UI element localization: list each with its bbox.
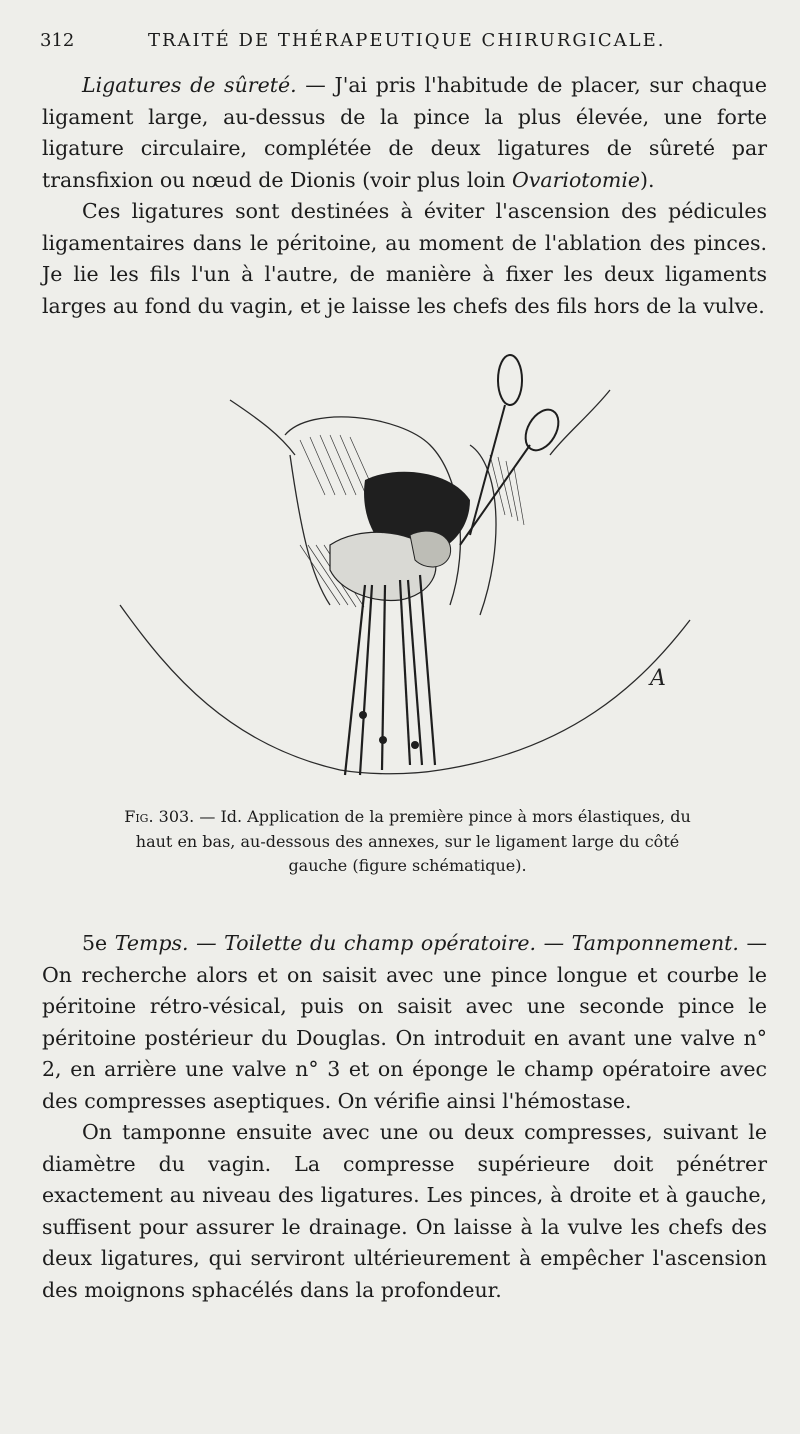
text-block-bottom — [42, 928, 767, 1306]
paragraph-ces-ligatures: Ces ligatures sont destinées à éviter l'ascension des pédicules ligamentaires dans le péritoine, au moment de l'ablation des pinces. Je lie les fils l'un à l'autre, de manière à fixer les deux ligaments larges au fond du vagin, et je laisse les chefs des fils hors de la vulve. — [42, 199, 767, 318]
section-text: — On recherche alors et on saisit avec une pince longue et courbe le péritoine rétro-vésical, puis on saisit avec une seconde pince le péritoine postérieur du Douglas. On introduit en avant une valve n° 2, en arrière une valve n° 3 et on éponge le champ opératoire avec des compresses aseptiques. On vérifie ainsi l'hémostase. — [42, 931, 767, 1113]
section-number: 5e — [82, 931, 108, 955]
figure-caption — [120, 805, 695, 879]
paragraph-text-end: ). — [640, 167, 655, 192]
running-head — [40, 30, 760, 56]
surgical-engraving — [110, 345, 700, 795]
running-title: TRAITÉ DE THÉRAPEUTIQUE CHIRURGICALE. — [148, 30, 666, 51]
artist-signature: A — [650, 666, 666, 691]
section-heading: Temps. — Toilette du champ opératoire. — Tamponnement. — [107, 931, 739, 955]
left-thigh-outline — [120, 605, 340, 770]
figure-303-illustration — [110, 345, 700, 795]
figure-label: Fig. 303. — [124, 807, 195, 826]
paragraph-heading: Ligatures de sûreté. — [82, 73, 297, 97]
right-thigh-outline — [440, 620, 690, 770]
figure-caption-text: — Id. Application de la première pince à mors élastiques, du haut en bas, au-dessous des annexes, sur le ligament large du côté gauche (figure schématique). — [135, 807, 691, 875]
paragraph-tamponnement: On tamponne ensuite avec une ou deux compresses, suivant le diamètre du vagin. La compresse supérieure doit pénétrer exactement au niveau des ligatures. Les pinces, à droite et à gauche, suffisent pour assurer le drainage. On laisse à la vulve les chefs des deux ligatures, qui serviront ultérieurement à empêcher l'ascension des moignons sphacélés dans la profondeur. — [42, 1120, 767, 1302]
paragraph-text: — J'ai pris l'habitude de placer, sur chaque ligament large, au-dessus de la pince la plus élevée, une forte ligature circulaire, complétée de deux ligatures de sûreté par transfixion ou nœud de Dionis (voir plus loin — [42, 73, 767, 192]
page-number: 312 — [40, 30, 75, 51]
text-block-top — [42, 70, 767, 322]
cross-reference: Ovariotomie — [512, 167, 641, 192]
section-5-temps — [42, 928, 767, 1117]
paragraph-ligatures — [42, 70, 767, 196]
